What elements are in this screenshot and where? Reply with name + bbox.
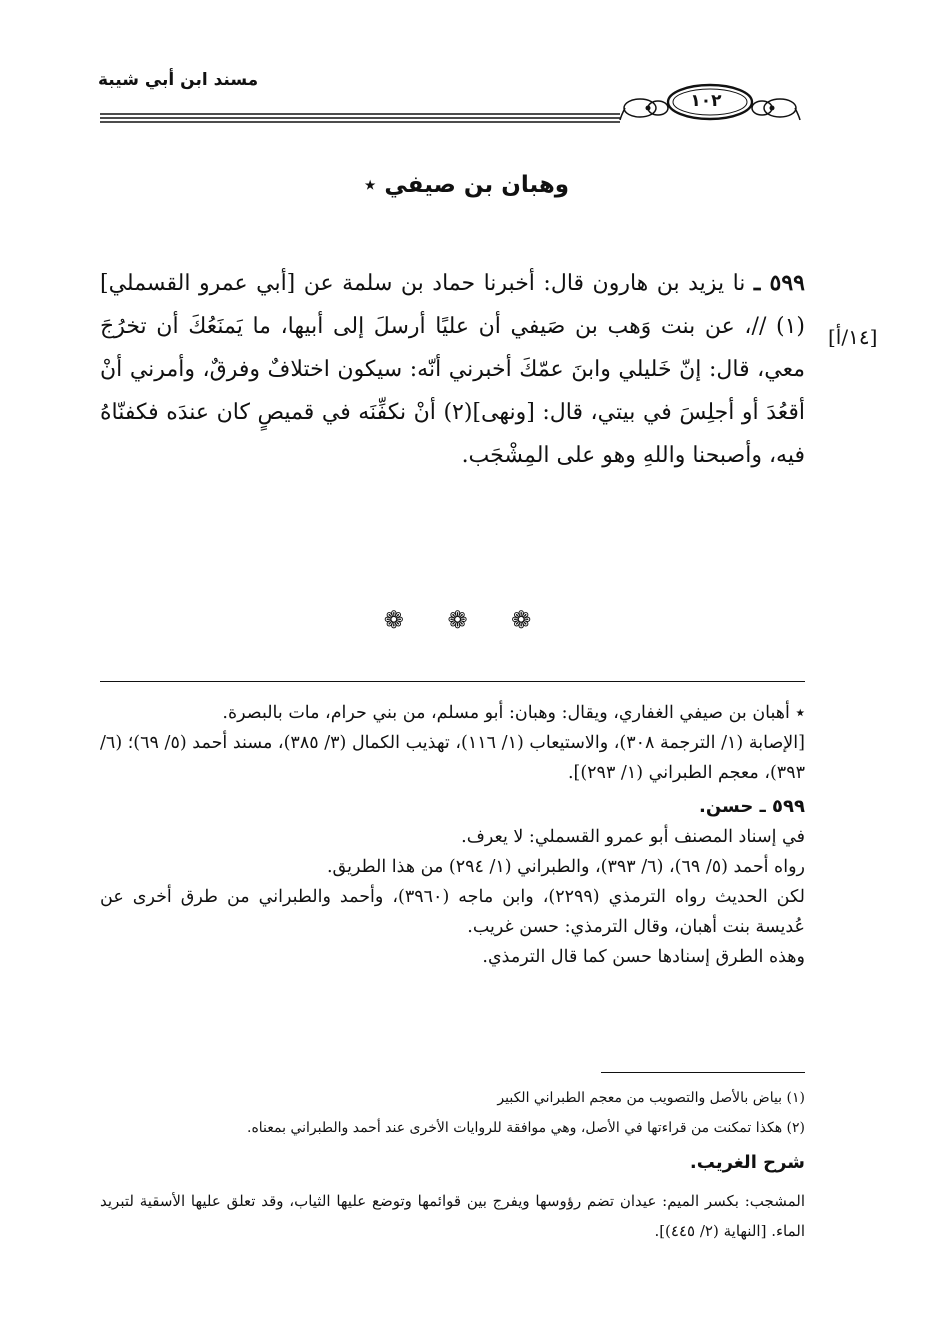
manuscript-folio-ref: [١٤/أ]: [828, 325, 878, 349]
footnotes: [100, 1083, 805, 1143]
notes-divider: [100, 681, 805, 682]
takhrij-line: وهذه الطرق إسنادها حسن كما قال الترمذي.: [482, 947, 805, 967]
footnote-2: (٢) هكذا تمكنت من قراءتها في الأصل، وهي موافقة للروايات الأخرى عند أحمد والطبراني بمعناه.: [247, 1120, 805, 1136]
page-number: ١٠٢: [690, 91, 722, 111]
footnote-divider: [601, 1072, 805, 1073]
hadith-number: ٥٩٩ ـ: [753, 270, 805, 296]
takhrij-line: لكن الحديث رواه الترمذي (٢٢٩٩)، وابن ماجه (٣٩٦٠)، وأحمد والطبراني من طرق أخرى عن عُديسة بنت أهبان، وقال الترمذي: حسن غريب.: [100, 887, 806, 937]
narrator-bio: ٭ أهبان بن صيفي الغفاري، ويقال: وهبان: أبو مسلم، من بني حرام، مات بالبصرة.: [222, 703, 805, 723]
takhrij-line: رواه أحمد (٥/ ٦٩)، (٦/ ٣٩٣)، والطبراني (١/ ٢٩٤) من هذا الطريق.: [326, 857, 805, 877]
gharib-heading: شرح الغريب.: [689, 1152, 805, 1173]
footnote-1: (١) بياض بالأصل والتصويب من معجم الطبراني الكبير: [497, 1090, 805, 1106]
hadith-text: [100, 262, 805, 477]
hadith-body: نا يزيد بن هارون قال: أخبرنا حماد بن سلمة عن [أبي عمرو القسملي](١) //، عن بنت وَهب بن صَيفي أن عليًا أرسلَ إلى أبيها، ما يَمنَعُكَ أن تخرُجَ معي، قال: إنّ خَليلي وابنَ عمّكَ أخبرني أنّه: سيكون اختلافٌ وفرقٌ، وأمرني أنْ أقعُدَ أو أجلِسَ في بيتي، قال: [ونهى](٢) أنْ نكفِّنَه في قميصٍ كان عندَه فكفنّاهُ فيه، وأصبحنا واللهِ وهو على المِشْجَب.: [100, 271, 806, 468]
hadith-grade: ٥٩٩ ـ حسن.: [699, 796, 805, 817]
narrator-references: [الإصابة (١/ الترجمة ٣٠٨)، والاستيعاب (١/ ١١٦)، تهذيب الكمال (٣/ ٣٨٥)، مسند أحمد (٥/ ٦٩)؛ (٦/ ٣٩٣)، معجم الطبراني (١/ ٢٩٣)].: [100, 733, 805, 783]
running-title: مسند ابن أبي شيبة: [98, 70, 259, 90]
section-title: وهبان بن صيفي ٭: [363, 172, 570, 198]
takhrij-line: في إسناد المصنف أبو عمرو القسملي: لا يعرف.: [461, 827, 805, 847]
gharib-text: المشجب: بكسر الميم: عيدان تضم رؤوسها ويفرج بين قوائمها وتوضع عليها الثياب، وقد تعلق عليها الأسقية لتبريد الماء. [النهاية (٢/ ٤٤٥)].: [100, 1192, 805, 1240]
scholarly-notes: [100, 698, 805, 972]
section-separator: ❁ ❁ ❁: [383, 606, 550, 634]
